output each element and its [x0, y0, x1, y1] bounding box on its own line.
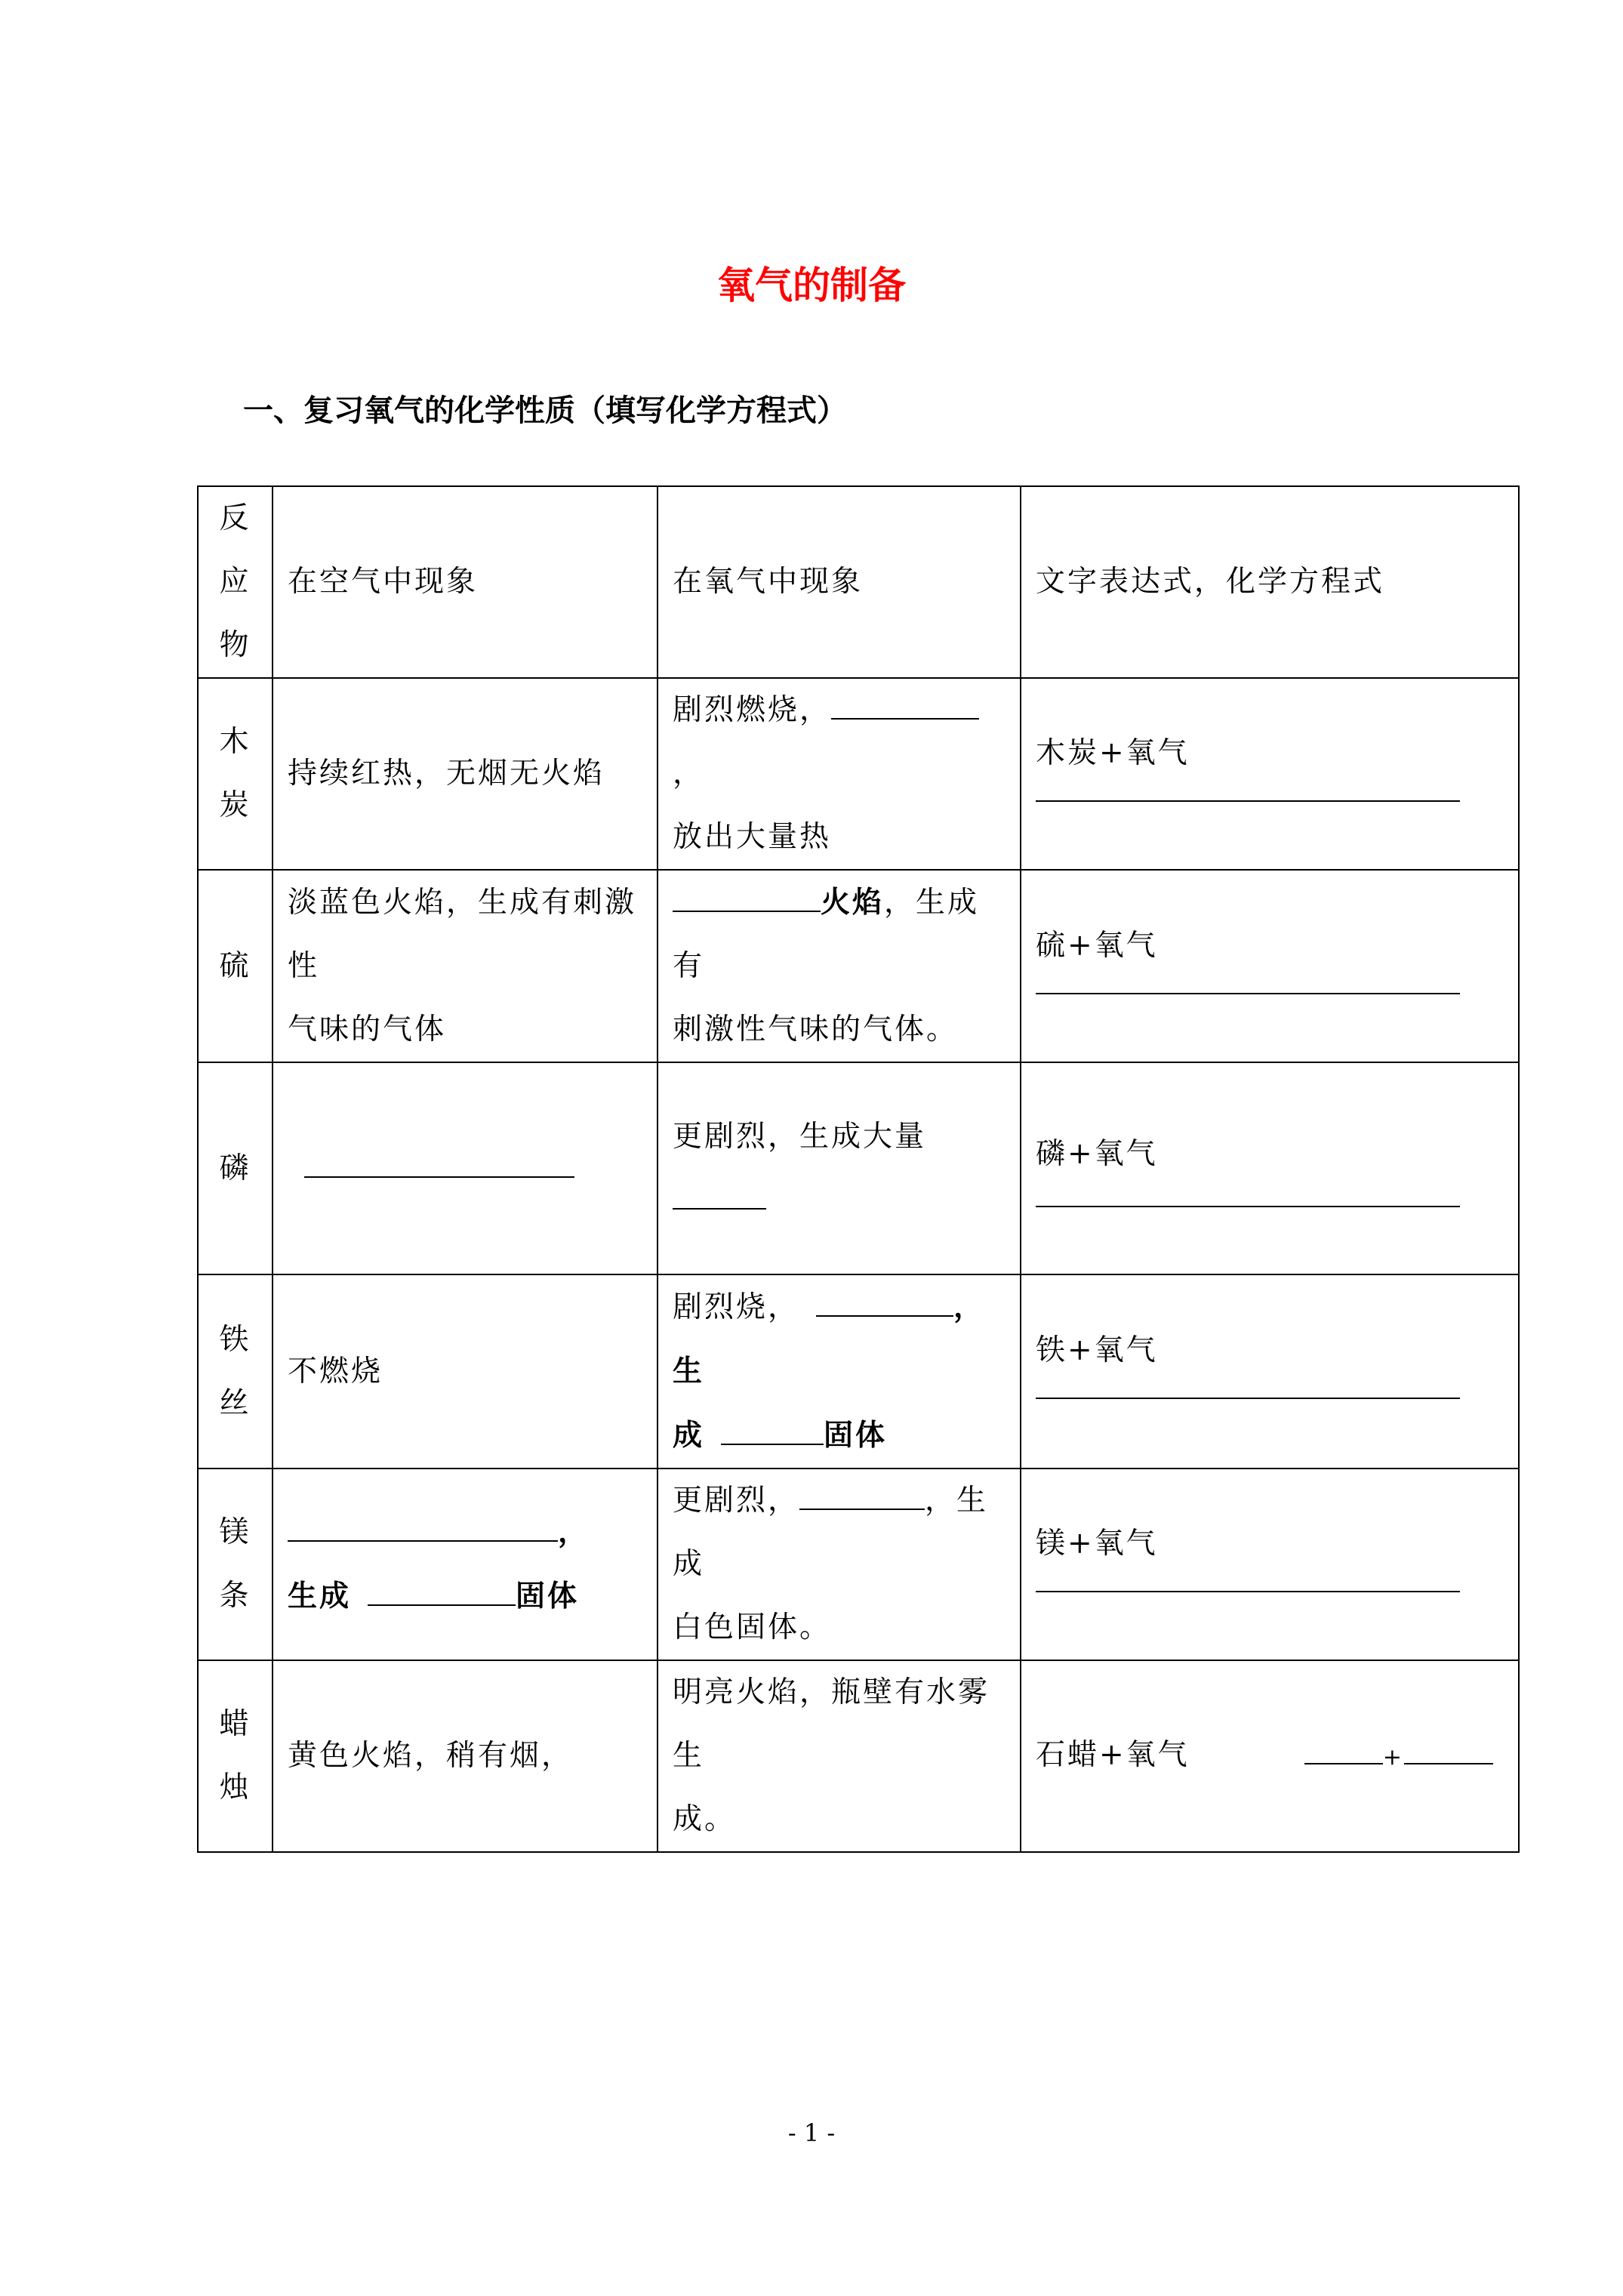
fill-blank[interactable]: [288, 1516, 558, 1542]
reactant-char: 丝: [219, 1385, 251, 1420]
table-row-charcoal: [198, 678, 1519, 870]
header-reactant-char: 物: [219, 628, 251, 662]
iron-equation-label: 铁+氧气: [1036, 1333, 1158, 1367]
sulfur-oxygen-line2: 刺激性气味的气体。: [673, 1012, 959, 1046]
candle-equation: [1021, 1660, 1519, 1852]
reactant-charcoal: [198, 678, 273, 870]
charcoal-oxygen-line2: 放出大量热: [673, 820, 832, 854]
magnesium-oxygen-text: 更剧烈，: [673, 1484, 800, 1518]
iron-equation: [1021, 1274, 1519, 1469]
iron-air: 不燃烧: [273, 1274, 658, 1469]
fill-blank[interactable]: [304, 1152, 574, 1178]
reactant-char: 炭: [219, 788, 251, 822]
charcoal-oxygen-text: 剧烈燃烧，: [673, 693, 832, 727]
magnesium-oxygen-line2: 白色固体。: [673, 1610, 832, 1644]
equation-blank[interactable]: [1036, 785, 1460, 802]
reactant-sulfur: 硫: [198, 870, 273, 1062]
sulfur-oxygen-text: ，生成有: [673, 886, 980, 983]
page-title: 氧气的制备: [717, 264, 906, 307]
candle-equation-label: 石蜡+氧气: [1036, 1737, 1190, 1772]
magnesium-oxygen-text: ，生成: [673, 1484, 989, 1581]
reactant-char: 镁: [219, 1515, 251, 1549]
candle-oxygen: [658, 1660, 1021, 1852]
magnesium-air-solid: 固体: [516, 1579, 580, 1613]
reactant-char: 蜡: [219, 1707, 251, 1741]
phosphorus-air: [273, 1062, 658, 1274]
header-in-oxygen: 在氧气中现象: [658, 486, 1021, 678]
header-reactant: [198, 486, 273, 678]
phosphorus-oxygen: [658, 1062, 1021, 1274]
iron-oxygen: [658, 1274, 1021, 1469]
iron-oxygen-text: ，生: [673, 1290, 986, 1388]
table-row-sulfur: [198, 870, 1519, 1062]
table-row-magnesium: [198, 1469, 1519, 1660]
table-row-phosphorus: [198, 1062, 1519, 1274]
fill-blank[interactable]: [721, 1419, 824, 1445]
reactant-candle: [198, 1660, 273, 1852]
fill-blank[interactable]: [1304, 1739, 1383, 1764]
fill-blank[interactable]: [368, 1580, 516, 1606]
magnesium-equation: [1021, 1469, 1519, 1660]
header-in-air: 在空气中现象: [273, 486, 658, 678]
equation-blank[interactable]: [1036, 978, 1460, 994]
reactant-char: 条: [219, 1579, 251, 1613]
sulfur-flame-label: 火焰: [821, 885, 885, 920]
magnesium-air-text: 生成: [288, 1579, 352, 1613]
charcoal-air: 持续红热，无烟无火焰: [273, 678, 658, 870]
iron-oxygen-text: 成: [673, 1418, 705, 1453]
candle-oxygen-line1: 明亮火焰，瓶壁有水雾生: [673, 1675, 990, 1773]
fill-blank[interactable]: [673, 1184, 766, 1210]
table-header-row: [198, 486, 1519, 678]
phosphorus-equation: [1021, 1062, 1519, 1274]
magnesium-oxygen: [658, 1469, 1021, 1660]
charcoal-oxygen-text: ，: [673, 757, 705, 791]
oxygen-properties-table: [197, 485, 1520, 1853]
iron-oxygen-solid: 固体: [824, 1418, 888, 1453]
reactant-magnesium: [198, 1469, 273, 1660]
candle-air: 黄色火焰，稍有烟，: [273, 1660, 658, 1852]
sulfur-oxygen: [658, 870, 1021, 1062]
equation-blank[interactable]: [1036, 1191, 1460, 1207]
equation-blank[interactable]: [1036, 1382, 1460, 1399]
phosphorus-equation-label: 磷+氧气: [1036, 1136, 1158, 1171]
charcoal-equation-label: 木炭+氧气: [1036, 736, 1190, 770]
table-row-candle: [198, 1660, 1519, 1852]
reactant-char: 木: [219, 725, 251, 759]
sulfur-equation: [1021, 870, 1519, 1062]
phosphorus-oxygen-text: 更剧烈，生成大量: [673, 1119, 927, 1154]
reactant-phosphorus: 磷: [198, 1062, 273, 1274]
fill-blank[interactable]: [816, 1291, 953, 1317]
candle-oxygen-line2: 成。: [673, 1802, 737, 1836]
reactant-char: 烛: [219, 1771, 251, 1804]
plus-sign: +: [1382, 1743, 1404, 1771]
fill-blank[interactable]: [1404, 1739, 1493, 1764]
header-reactant-char: 反: [219, 501, 251, 535]
charcoal-equation: [1021, 678, 1519, 870]
header-reactant-char: 应: [219, 565, 251, 599]
sulfur-equation-label: 硫+氧气: [1036, 928, 1158, 963]
magnesium-air-text: ，: [558, 1515, 590, 1549]
header-equation: 文字表达式，化学方程式: [1021, 486, 1519, 678]
fill-blank[interactable]: [831, 694, 979, 720]
reactant-char: 铁: [219, 1322, 251, 1357]
sulfur-air-line1: 淡蓝色火焰，生成有刺激性: [288, 885, 637, 983]
reactant-iron: [198, 1274, 273, 1469]
fill-blank[interactable]: [673, 886, 821, 912]
magnesium-air: [273, 1469, 658, 1660]
table-row-iron: [198, 1274, 1519, 1469]
equation-blank[interactable]: [1036, 1576, 1460, 1592]
fill-blank[interactable]: [799, 1484, 925, 1510]
sulfur-air-line2: 气味的气体: [288, 1012, 447, 1046]
magnesium-equation-label: 镁+氧气: [1036, 1527, 1158, 1561]
page-number: - 1 -: [787, 2119, 836, 2147]
iron-oxygen-text: 剧烈烧，: [673, 1290, 800, 1324]
section-heading: 一、复习氧气的化学性质（填写化学方程式）: [243, 393, 847, 428]
sulfur-air: [273, 870, 658, 1062]
charcoal-oxygen: [658, 678, 1021, 870]
